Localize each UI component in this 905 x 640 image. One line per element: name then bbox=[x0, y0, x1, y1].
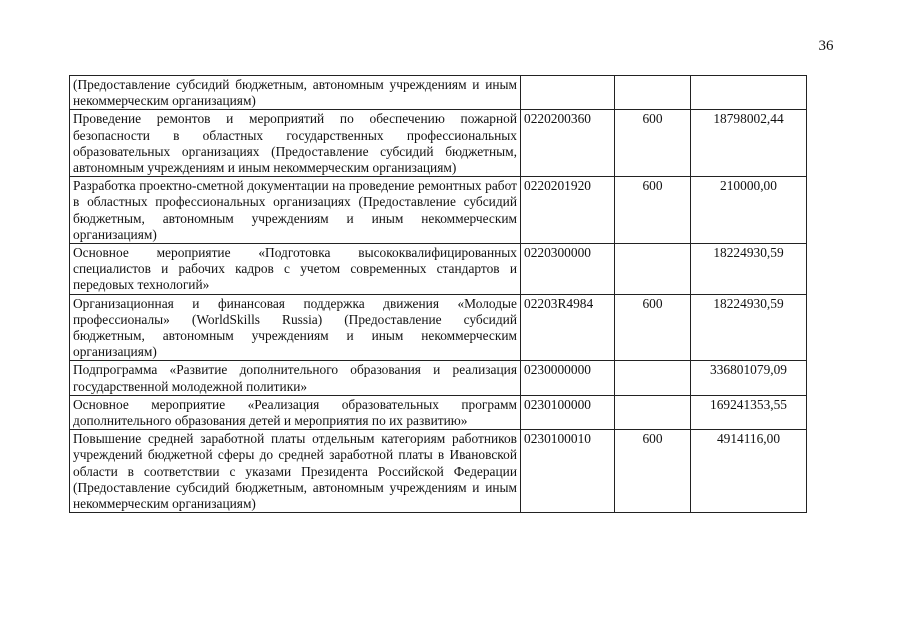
row-name: Организационная и финансовая поддержка движения «Молодые профессионалы» (WorldSkills Russia) (Предоставление субсидий бюджетным, автономным учреждениям и иным некоммерческим организациям) bbox=[70, 294, 521, 361]
row-sum: 18224930,59 bbox=[691, 294, 807, 361]
table-row bbox=[70, 395, 807, 429]
row-name: Основное мероприятие «Подготовка высококвалифицированных специалистов и рабочих кадров с учетом современных стандартов и передовых технологий» bbox=[70, 244, 521, 295]
table-row bbox=[70, 244, 807, 295]
row-name: Проведение ремонтов и мероприятий по обеспечению пожарной безопасности в областных государственных профессиональных образовательных организациях (Предоставление субсидий бюджетным, автономным учреждениям и иным некоммерческим организациям) bbox=[70, 110, 521, 177]
table-row bbox=[70, 110, 807, 177]
row-expense-type bbox=[615, 76, 691, 110]
row-expense-type bbox=[615, 395, 691, 429]
row-sum: 210000,00 bbox=[691, 177, 807, 244]
row-name: Повышение средней заработной платы отдельным категориям работников учреждений бюджетной сферы до средней заработной платы в Ивановской области в соответствии с указами Президента Российской Федерации (Предоставление субсидий бюджетным, автономным учреждениям и иным некоммерческим организациям) bbox=[70, 430, 521, 513]
table-row bbox=[70, 76, 807, 110]
row-expense-type: 600 bbox=[615, 110, 691, 177]
table-row bbox=[70, 361, 807, 395]
row-code: 0220300000 bbox=[521, 244, 615, 295]
row-name: (Предоставление субсидий бюджетным, автономным учреждениям и иным некоммерческим организациям) bbox=[70, 76, 521, 110]
row-sum: 169241353,55 bbox=[691, 395, 807, 429]
row-name: Основное мероприятие «Реализация образовательных программ дополнительного образования детей и мероприятия по их развитию» bbox=[70, 395, 521, 429]
row-name: Разработка проектно-сметной документации на проведение ремонтных работ в областных профессиональных организациях (Предоставление субсидий бюджетным, автономным учреждениям и иным некоммерческим организациям) bbox=[70, 177, 521, 244]
row-code: 02203R4984 bbox=[521, 294, 615, 361]
row-sum: 18798002,44 bbox=[691, 110, 807, 177]
row-sum: 4914116,00 bbox=[691, 430, 807, 513]
row-sum: 18224930,59 bbox=[691, 244, 807, 295]
row-expense-type: 600 bbox=[615, 177, 691, 244]
row-code: 0230000000 bbox=[521, 361, 615, 395]
row-code bbox=[521, 76, 615, 110]
row-expense-type bbox=[615, 244, 691, 295]
row-name: Подпрограмма «Развитие дополнительного образования и реализация государственной молодежной политики» bbox=[70, 361, 521, 395]
table-row bbox=[70, 294, 807, 361]
row-code: 0230100000 bbox=[521, 395, 615, 429]
row-code: 0220200360 bbox=[521, 110, 615, 177]
row-expense-type: 600 bbox=[615, 430, 691, 513]
row-expense-type: 600 bbox=[615, 294, 691, 361]
table-row bbox=[70, 430, 807, 513]
row-code: 0230100010 bbox=[521, 430, 615, 513]
budget-table bbox=[69, 75, 807, 513]
row-expense-type bbox=[615, 361, 691, 395]
row-code: 0220201920 bbox=[521, 177, 615, 244]
page-number: 36 bbox=[818, 38, 834, 54]
table-row bbox=[70, 177, 807, 244]
row-sum: 336801079,09 bbox=[691, 361, 807, 395]
row-sum bbox=[691, 76, 807, 110]
